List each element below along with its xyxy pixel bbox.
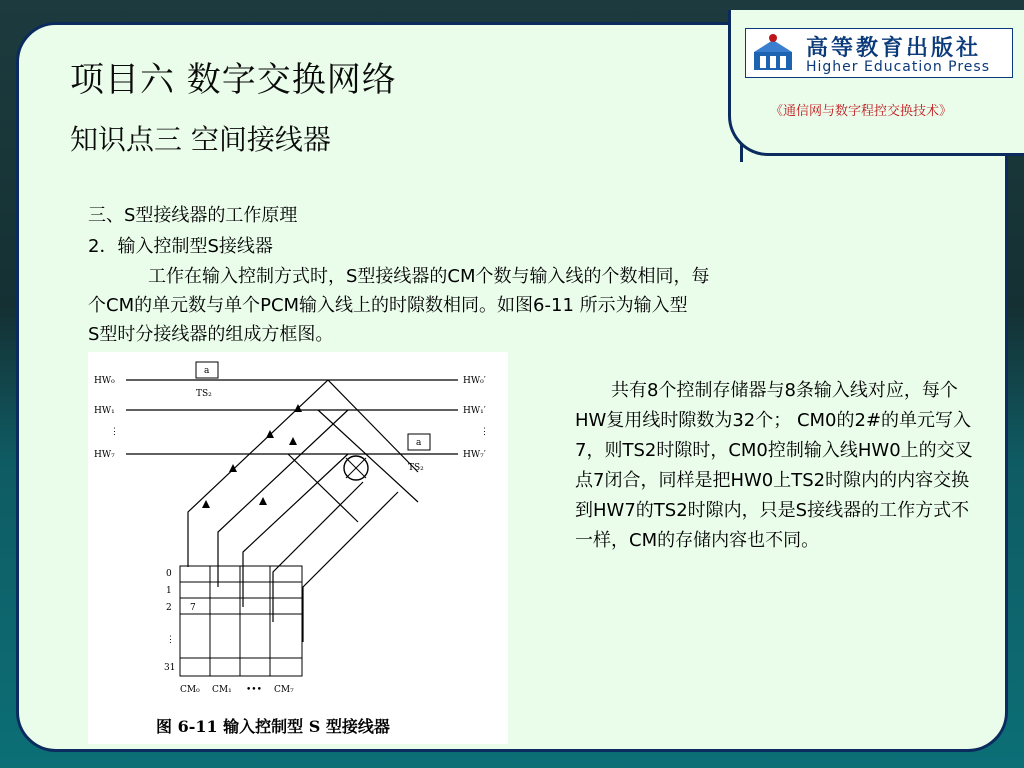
- cm1-label: CM₁: [212, 685, 232, 695]
- row-label-1: 1: [166, 586, 172, 596]
- input-ellipsis: ⋮: [110, 427, 119, 437]
- hw7-in-label: HW₇: [94, 450, 115, 460]
- figure-caption: 图 6-11 输入控制型 S 型接线器: [156, 717, 390, 736]
- ts2-out-label: TS₂: [408, 463, 424, 473]
- row-label-2: 2: [166, 603, 172, 613]
- paragraph-line-1: 工作在输入控制方式时，S型接线器的CM个数与输入线的个数相同，每: [148, 266, 710, 287]
- diagonal-crosspoint-lines: [188, 380, 418, 642]
- figure-6-11: [88, 352, 508, 744]
- ts2-out-box-label: a: [416, 438, 422, 448]
- course-name: 《通信网与数字程控交换技术》: [770, 104, 953, 119]
- publisher-name-en: Higher Education Press: [806, 59, 990, 75]
- paragraph-line-2: 个CM的单元数与单个PCM输入线上的时隙数相同。如图6-11 所示为输入型: [88, 295, 688, 316]
- crosspoint-arrows: [202, 404, 302, 508]
- intro-paragraph: [88, 262, 948, 349]
- cm7-label: CM₇: [274, 685, 294, 695]
- publisher-name-cn: 高等教育出版社: [806, 36, 982, 61]
- ts2-in-label: TS₂: [196, 389, 212, 399]
- paragraph-line-3: S型时分接线器的组成方框图。: [88, 324, 334, 345]
- slide-title: 项目六 数字交换网络: [70, 60, 397, 100]
- cm-table: [180, 566, 302, 676]
- cm-ellipsis: •••: [246, 685, 262, 695]
- ts2-in-box-label: a: [204, 366, 210, 376]
- cm0-label: CM₀: [180, 685, 200, 695]
- cm0-cell-2-value: 7: [190, 603, 196, 613]
- s-switch-diagram: [88, 352, 508, 744]
- row-ellipsis: ⋮: [166, 635, 175, 645]
- slide-subtitle: 知识点三 空间接线器: [70, 123, 331, 156]
- section-heading: 三、S型接线器的工作原理: [88, 205, 298, 226]
- hw7-out-label: HW₇′: [463, 450, 486, 460]
- output-ellipsis: ⋮: [480, 427, 489, 437]
- publisher-logo: [745, 28, 1013, 78]
- hw1-in-label: HW₁: [94, 406, 115, 416]
- hw0-in-label: HW₀: [94, 376, 115, 386]
- publisher-emblem-icon: [750, 32, 796, 74]
- hw0-out-label: HW₀′: [463, 376, 486, 386]
- subsection-heading: 2．输入控制型S接线器: [88, 236, 273, 257]
- hw1-out-label: HW₁′: [463, 406, 486, 416]
- row-label-31: 31: [164, 663, 176, 673]
- explanation-text: 共有8个控制存储器与8条输入线对应，每个HW复用线时隙数为32个； CM0的2#的单元写入7，则TS2时隙时，CM0控制输入线HW0上的交叉点7闭合，同样是把HW0上TS2时隙内的内容交换到HW7的TS2时隙内，只是S接线器的工作方式不一样，CM的存储内容也不同。: [575, 380, 973, 551]
- row-label-0: 0: [166, 569, 172, 579]
